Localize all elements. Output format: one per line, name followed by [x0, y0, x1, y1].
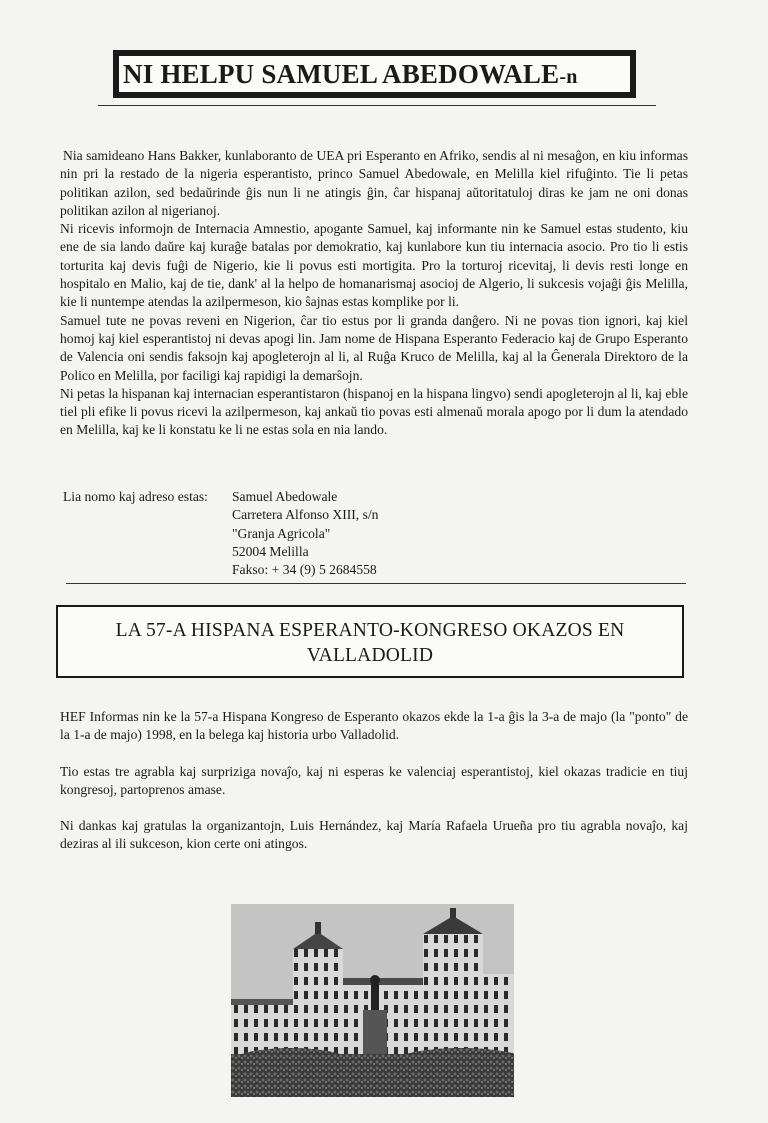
article1-title-suffix: -n: [559, 66, 578, 88]
article1-title: [118, 55, 631, 93]
article2-body: [60, 708, 688, 872]
article1-title-text: NI HELPU SAMUEL ABEDOWALE: [123, 59, 560, 89]
section-divider: [66, 583, 686, 584]
article1-body: [60, 147, 688, 440]
article2-title-line1: LA 57-A HISPANA ESPERANTO-KONGRESO OKAZOS EN: [115, 620, 625, 641]
article2-paragraph: Tio estas tre agrabla kaj surpriziga novaĵo, kaj ni esperas ke valenciaj esperantistoj, kiel okazas tradicie en tiuj kongresoj, partoprenos amase.: [60, 763, 688, 797]
address-line: Carretera Alfonso XIII, s/n: [232, 507, 379, 523]
address-line: 52004 Melilla: [232, 543, 309, 559]
article2-title-line2: VALLADOLID: [306, 645, 434, 666]
article1-paragraph: Ni ricevis informojn de Internacia Amnestio, apogante Samuel, kaj informante nin ke Samuel estas studento, kiu ene de sia lando daŭre kaj kuraĝe batalas por demokratio, kaj kunlabore kun tiu internacia asocio. Pro tio li estis torturita kaj devis fuĝi de Nigerio, kie li povus esti mortigita. Pro la torturoj ricevitaj, li devis resti longe en hospitalo en Malio, kaj de tie, dank' al la helpo de homanarismaj asocioj de Algerio, li sukcesis vojaĝi ĝis Melilla, kie li nuntempe atendas la azilpermeson, kio ŝajnas estas komplike por li.: [60, 221, 688, 310]
article1-paragraph: Nia samideano Hans Bakker, kunlaboranto de UEA pri Esperanto en Afriko, sendis al ni mesaĝon, en kiu informas nin pri la restado de la nigeria esperantisto, princo Samuel Abedowale, en Melilla kiel rifuĝinto. Tie li petas politikan azilon, sed bedaŭrinde ĝis nun li ne atingis ĝin, ĉar hispanaj aŭtoritatuloj diras ke jam ne oni donas politikan azilon al nigerianoj.: [60, 148, 688, 218]
address-line: Samuel Abedowale: [232, 489, 338, 504]
address-label: Lia nomo kaj adreso estas:: [63, 489, 208, 504]
building-photo: [231, 904, 514, 1097]
article1-paragraph: Ni petas la hispanan kaj internacian esperantistaron (hispanoj en la hispana lingvo) sendi apogleterojn al li, kaj eble tiel pli efike li povus ricevi la azilpermeson, kaj ankaŭ tio povas esti almenaŭ morala apogo por li dum la atendado en Melilla, kaj ke li konstatu ke li ne estas sola en nia lando.: [60, 385, 688, 438]
building-icon: [231, 904, 514, 1097]
address-line: "Granja Agricola": [232, 525, 331, 541]
article2-paragraph: HEF Informas nin ke la 57-a Hispana Kongreso de Esperanto okazos ekde la 1-a ĝis la 3-a de majo (la "ponto" de la 1-a de majo) 1998, en la belega kaj historia urbo Valladolid.: [60, 709, 688, 743]
address-line: Fakso: + 34 (9) 5 2684558: [232, 562, 377, 578]
title-underline: [98, 105, 656, 106]
address-block: [63, 488, 663, 579]
article2-paragraph: Ni dankas kaj gratulas la organizantojn, Luis Hernández, kaj María Rafaela Urueña pro tiu agrabla novaĵo, kaj deziras al ili sukceson, kion certe oni atingos.: [60, 818, 688, 852]
article2-title: [56, 605, 684, 678]
article1-paragraph: Samuel tute ne povas reveni en Nigerion, ĉar tio estus por li granda danĝero. Ni ne povas tion ignori, kaj kiel homoj kaj kiel esperantistoj ni devas apogi lin. Jam nome de Hispana Esperanto Federacio kaj de Grupo Esperanto de Valencia oni sendis faksojn kaj apogleterojn al li, al Ruĝa Kruco de Melilla, kaj al la Ĝenerala Direktoro de la Polico en Melilla, por faciligi kaj rapidigi la demarŝojn.: [60, 312, 688, 383]
